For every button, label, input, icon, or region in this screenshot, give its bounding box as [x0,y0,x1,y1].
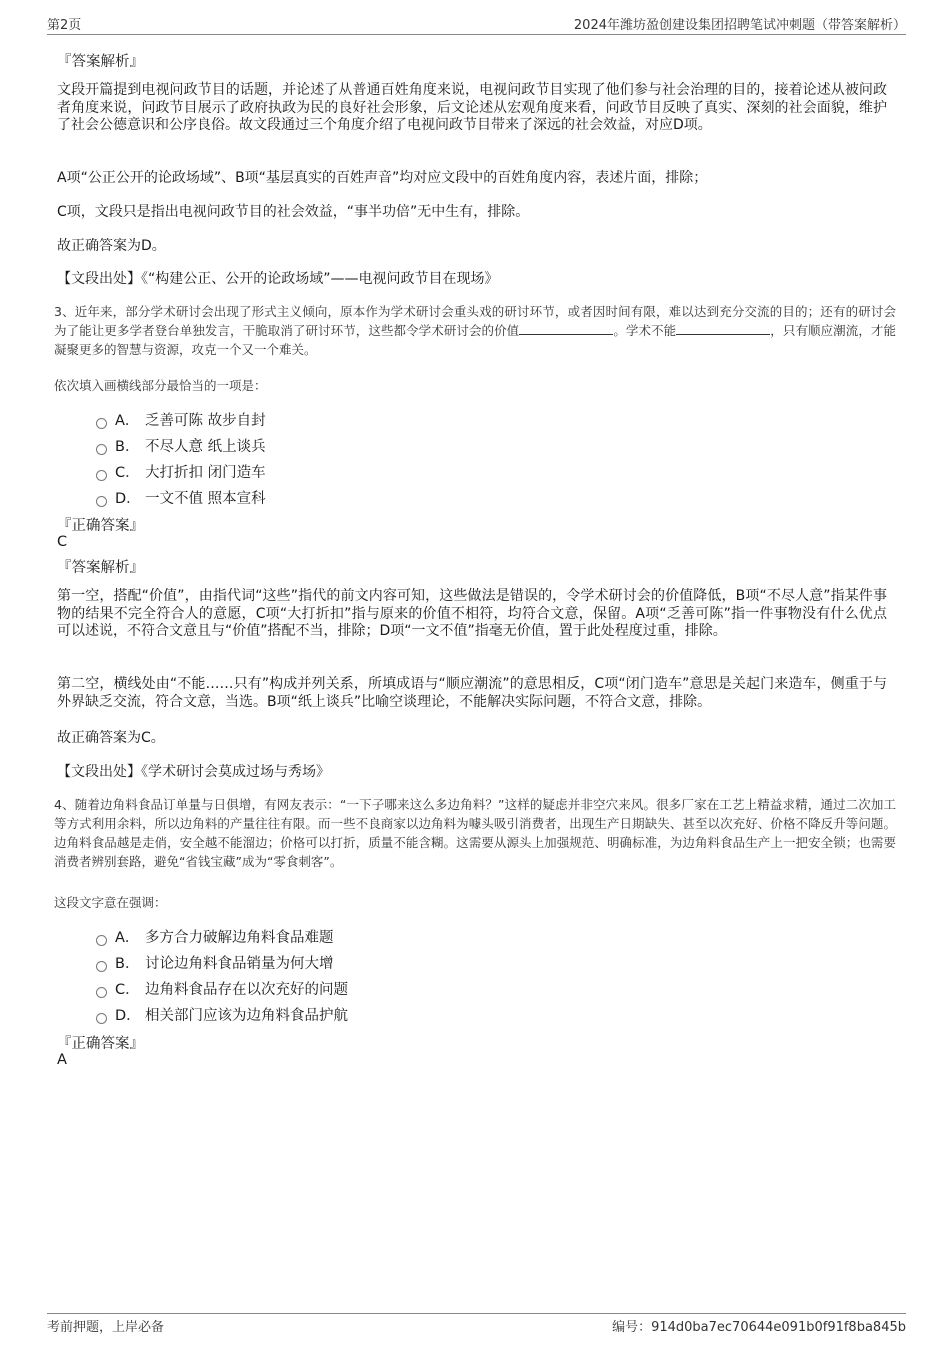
q4-option-b[interactable]: B． 讨论边角料食品销量为何大增 [96,952,334,972]
page-footer [47,1313,906,1334]
q3-analysis-p1: 第一空，搭配“价值”，由指代词“这些”指代的前文内容可知，这些做法是错误的，令学术研讨会的价值降低，B项“不尽人意”指某件事物的结果不完全符合人的意愿，C项“大打折扣”指与原来的价值不相符，均符合文意，保留。A项“乏善可陈”指一件事物没有什么优点可以述说，不符合文意且与“价值”搭配不当，排除；D项“一文不值”指毫无价值，置于此处程度过重，排除。 [57,588,887,639]
q3-analysis-label: 『答案解析』 [57,560,144,576]
radio-icon[interactable] [96,1013,107,1024]
q4-answer: A [57,1052,67,1068]
q2-analysis-p4: 故正确答案为D。 [57,238,166,254]
q3-blank-2 [676,322,770,335]
document-title: 2024年潍坊盈创建设集团招聘笔试冲刺题（带答案解析） [573,18,906,33]
radio-icon[interactable] [96,496,107,507]
q2-source: 【文段出处】《“构建公正、公开的论政场域”——电视问政节目在现场》 [57,271,499,287]
q4-option-d[interactable]: D． 相关部门应该为边角料食品护航 [96,1004,348,1024]
radio-icon[interactable] [96,961,107,972]
q3-option-c[interactable]: C． 大打折扣 闭门造车 [96,461,266,481]
q3-stem-part2: 。学术不能 [613,323,677,338]
radio-icon[interactable] [96,444,107,455]
q3-stem-part1: 3、近年来，部分学术研讨会出现了形式主义倾向，原本作为学术研讨会重头戏的研讨环节，或者因时间有限，难以达到充分交流的目的；还有的研讨会为了能让更多学者登台单独发言，干脆取消了研讨环节，这些都令学术研讨会的价值 [54,304,896,338]
q4-option-c[interactable]: C． 边角料食品存在以次充好的问题 [96,978,348,998]
q3-stem-part3: ，只有顺应潮流，才能凝聚更多的智慧与资源，攻克一个又一个难关。 [54,323,896,357]
q4-answer-label: 『正确答案』 [57,1036,144,1052]
q3-option-b[interactable]: B． 不尽人意 纸上谈兵 [96,435,266,455]
q3-source: 【文段出处】《学术研讨会莫成过场与秀场》 [57,764,330,780]
q2-analysis-label: 『答案解析』 [57,54,144,70]
q3-option-a[interactable]: A． 乏善可陈 故步自封 [96,409,266,429]
radio-icon[interactable] [96,418,107,429]
radio-icon[interactable] [96,935,107,946]
q3-answer: C [57,534,68,550]
q3-stem [54,302,896,359]
footer-slogan: 考前押题，上岸必备 [47,1320,165,1335]
q2-analysis-p3: C项，文段只是指出电视问政节目的社会效益，“事半功倍”无中生有，排除。 [57,204,530,220]
radio-icon[interactable] [96,987,107,998]
page-header [47,14,906,35]
q3-answer-label: 『正确答案』 [57,518,144,534]
page-number: 第2页 [47,18,82,33]
radio-icon[interactable] [96,470,107,481]
q2-analysis-p2: A项“公正公开的论政场域”、B项“基层真实的百姓声音”均对应文段中的百姓角度内容，表述片面，排除； [57,170,708,186]
q4-stem: 4、随着边角料食品订单量与日俱增，有网友表示：“一下子哪来这么多边角料？”这样的疑虑并非空穴来风。很多厂家在工艺上精益求精，通过二次加工等方式利用余料，所以边角料的产量往往有限。而一些不良商家以边角料为噱头吸引消费者，出现生产日期缺失、甚至以次充好、价格不降反升等问题。边角料食品越是走俏，安全越不能溜边；价格可以打折，质量不能含糊。这需要从源头上加强规范、明确标准，为边角料食品生产上一把安全锁；也需要消费者辨别套路，避免“省钱宝藏”成为“零食刺客”。 [54,797,896,869]
q3-analysis-p2: 第二空，横线处由“不能……只有”构成并列关系，所填成语与“顺应潮流”的意思相反，C项“闭门造车”意思是关起门来造车，侧重于与外界缺乏交流，符合文意，当选。B项“纸上谈兵”比喻空谈理论，不能解决实际问题，不符合文意，排除。 [57,676,887,710]
q3-analysis-p3: 故正确答案为C。 [57,730,165,746]
q4-prompt: 这段文字意在强调： [54,895,167,910]
document-code: 编号：914d0ba7ec70644e091b0f91f8ba845b [612,1320,906,1335]
q2-analysis-p1: 文段开篇提到电视问政节目的话题，并论述了从普通百姓角度来说，电视问政节目实现了他们参与社会治理的目的，接着论述从被问政者角度来说，问政节目展示了政府执政为民的良好社会形象，后文论述从宏观角度来看，问政节目反映了真实、深刻的社会面貌，维护了社会公德意识和公序良俗。故文段通过三个角度介绍了电视问政节目带来了深远的社会效益，对应D项。 [57,82,887,133]
q3-prompt: 依次填入画横线部分最恰当的一项是： [54,378,267,393]
q3-blank-1 [519,322,613,335]
q4-option-a[interactable]: A． 多方合力破解边角料食品难题 [96,926,334,946]
q3-option-d[interactable]: D． 一文不值 照本宣科 [96,487,266,507]
